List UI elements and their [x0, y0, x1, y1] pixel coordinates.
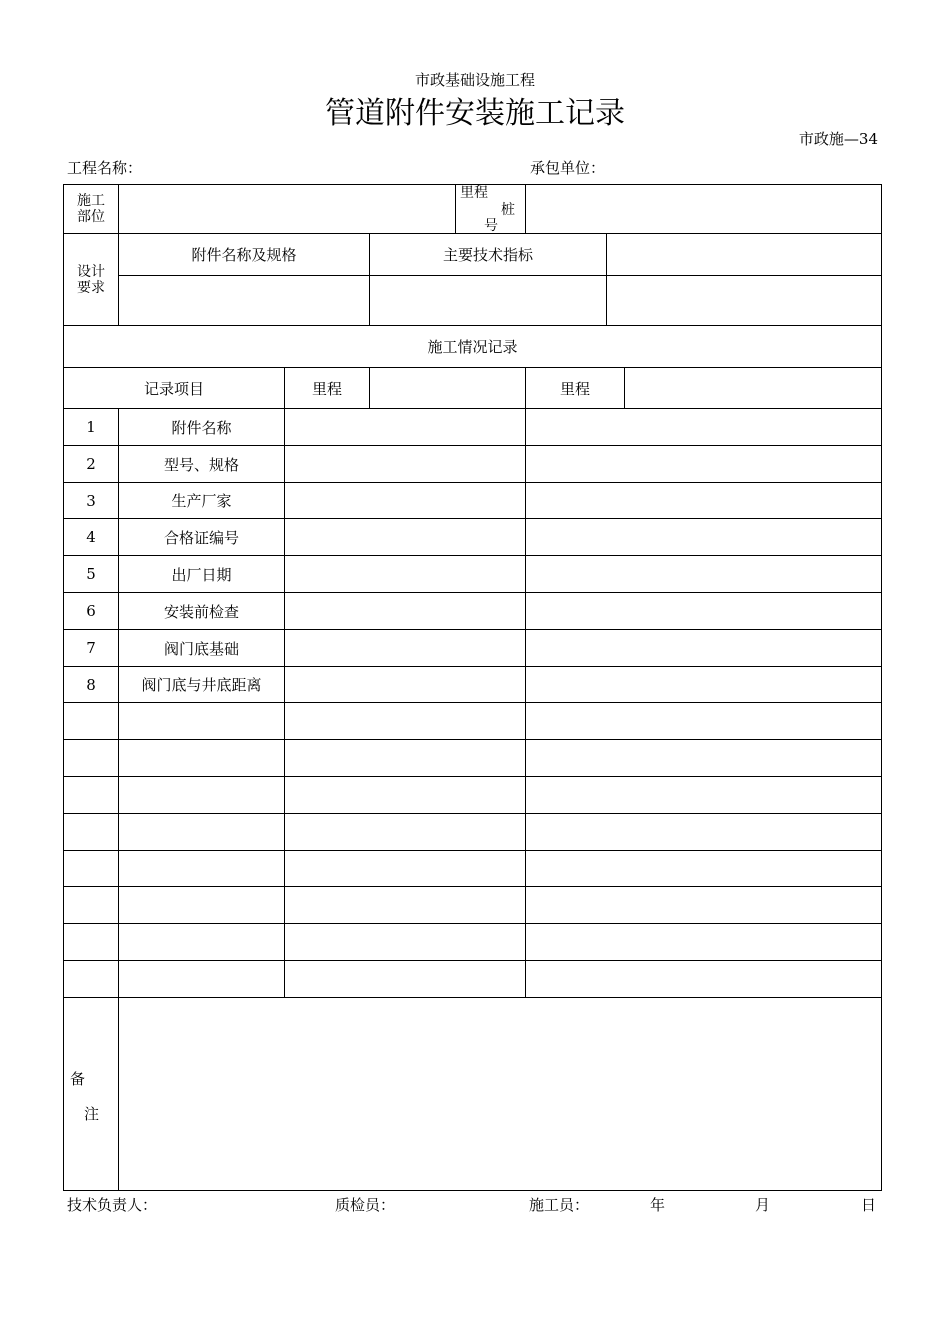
mileage-header-2: 里程 — [559, 379, 590, 398]
row-item: 阀门底与井底距离 — [141, 676, 262, 694]
remarks-field[interactable] — [119, 998, 881, 1190]
row-number: 7 — [86, 639, 96, 657]
row-item: 生产厂家 — [171, 492, 232, 510]
form-title: 管道附件安装施工记录 — [325, 96, 625, 131]
line — [63, 776, 882, 777]
mileage-header-1: 里程 — [311, 379, 342, 398]
line — [63, 813, 882, 814]
mileage-pile-label-3: 号 — [484, 218, 498, 234]
line — [118, 275, 882, 276]
row-number: 8 — [86, 675, 96, 694]
row-number: 3 — [86, 491, 96, 510]
row-item: 安装前检查 — [163, 602, 239, 621]
table-border-right — [881, 184, 882, 1191]
contractor-label: 承包单位： — [530, 159, 606, 177]
line — [455, 184, 456, 233]
remarks-label-2: 注 — [84, 1105, 100, 1123]
fitting-name-spec-header: 附件名称及规格 — [191, 246, 297, 264]
month-label: 月 — [755, 1196, 771, 1214]
row-number: 5 — [86, 565, 96, 583]
line — [63, 960, 882, 961]
inspector-label: 质检员： — [335, 1196, 396, 1214]
section-title: 施工情况记录 — [427, 338, 518, 356]
row-item: 出厂日期 — [171, 565, 232, 584]
line — [606, 233, 607, 325]
line — [624, 367, 625, 408]
main-tech-index-header: 主要技术指标 — [442, 246, 533, 264]
table-border-bottom — [63, 1190, 882, 1191]
row-item: 合格证编号 — [163, 528, 239, 547]
builder-label: 施工员： — [529, 1196, 590, 1214]
tech-lead-label: 技术负责人： — [67, 1196, 158, 1214]
mileage-pile-label-1: 里程 — [460, 185, 488, 201]
form-subtitle: 市政基础设施工程 — [414, 71, 535, 89]
line — [63, 850, 882, 851]
row-number: 2 — [86, 455, 96, 473]
line — [369, 367, 370, 408]
year-label: 年 — [650, 1196, 666, 1214]
line — [63, 739, 882, 740]
row-number: 6 — [86, 602, 96, 620]
construction-part-label — [64, 185, 118, 233]
row-number: 4 — [86, 528, 96, 546]
mileage-pile-value[interactable] — [526, 185, 881, 233]
label-line: 要求 — [77, 279, 105, 296]
label-line: 部位 — [77, 209, 105, 225]
project-name-label: 工程名称： — [67, 159, 143, 177]
row-item: 附件名称 — [171, 418, 232, 437]
line — [63, 702, 882, 703]
construction-part-value[interactable] — [119, 185, 455, 233]
day-label: 日 — [861, 1196, 877, 1214]
label-line: 施工 — [77, 193, 105, 209]
row-item: 型号、规格 — [163, 455, 239, 474]
form-code: 市政施—34 — [798, 130, 878, 148]
line — [63, 923, 882, 924]
line — [63, 886, 882, 887]
record-item-header: 记录项目 — [143, 379, 204, 398]
row-number: 1 — [86, 418, 96, 436]
design-requirement-label — [64, 234, 118, 325]
remarks-label-1: 备 — [70, 1070, 86, 1088]
mileage-pile-label-2: 桩 — [501, 202, 515, 218]
row-item: 阀门底基础 — [163, 639, 239, 658]
label-line: 设计 — [77, 263, 105, 280]
